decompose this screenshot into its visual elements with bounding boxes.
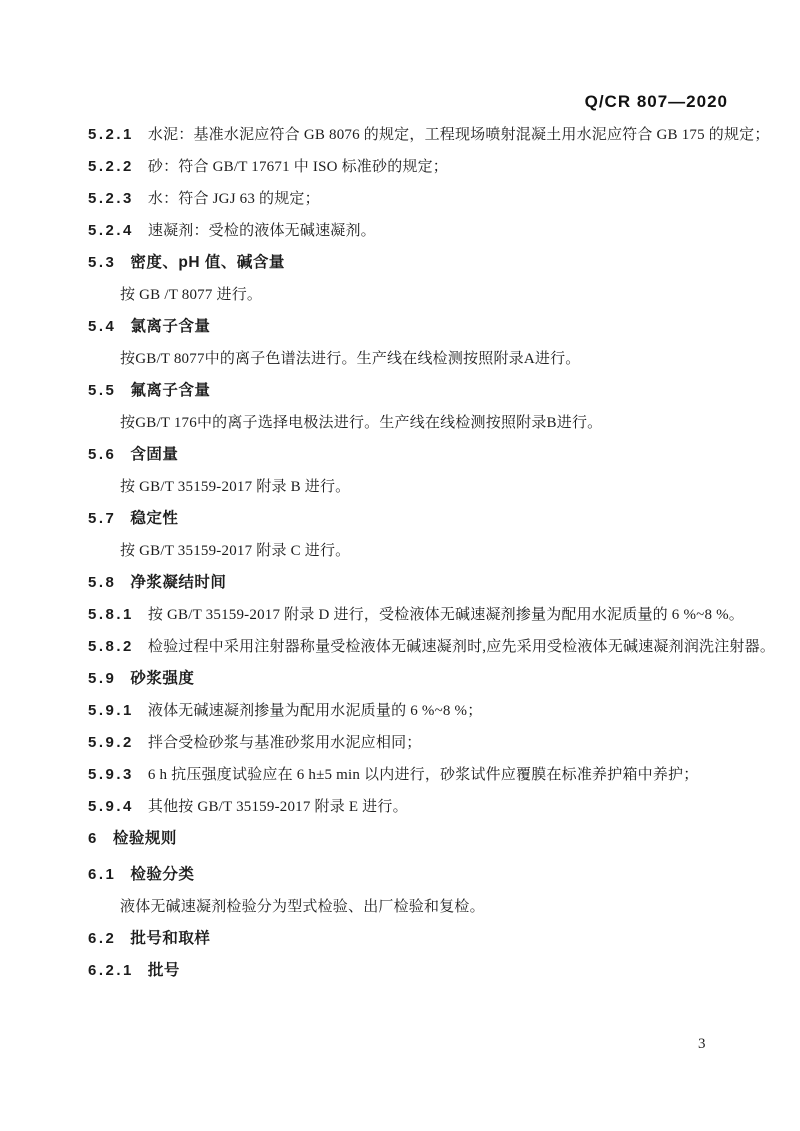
document-body [88, 126, 776, 994]
clause-row [88, 222, 744, 240]
clause-number: 5.9 [88, 670, 117, 687]
clause-text: 按 GB/T 35159-2017 附录 D 进行，受检液体无碱速凝剂掺量为配用水泥质量的 6 %~8 %。 [147, 607, 745, 623]
body-row [88, 414, 744, 432]
clause-number: 5.8.1 [88, 606, 134, 623]
clause-text: 按GB/T 8077中的离子色谱法进行。生产线在线检测按照附录A进行。 [120, 351, 581, 367]
clause-row [88, 606, 744, 624]
clause-text: 砂：符合 GB/T 17671 中 ISO 标准砂的规定； [147, 159, 448, 175]
clause-text: 按 GB /T 8077 进行。 [120, 287, 263, 303]
clause-row [88, 126, 770, 144]
page-number: 3 [698, 1036, 706, 1052]
clause-text: 拌合受检砂浆与基准砂浆用水泥应相同； [147, 735, 422, 751]
clause-number: 5.9.1 [88, 702, 134, 719]
clause-text: 速凝剂：受检的液体无碱速凝剂。 [147, 223, 376, 239]
clause-text: 氟离子含量 [130, 382, 211, 399]
clause-row [88, 766, 744, 784]
heading-row [88, 866, 744, 884]
heading-row [88, 254, 744, 272]
clause-row [88, 702, 744, 720]
clause-row [88, 158, 744, 176]
clause-text: 砂浆强度 [130, 670, 195, 687]
clause-text: 含固量 [130, 446, 179, 463]
clause-text: 水：符合 JGJ 63 的规定； [147, 191, 320, 207]
clause-row [88, 638, 776, 656]
clause-text: 密度、pH 值、碱含量 [130, 254, 285, 271]
clause-text: 液体无碱速凝剂掺量为配用水泥质量的 6 %~8 %； [147, 703, 483, 719]
clause-number: 6.2.1 [88, 962, 134, 979]
clause-text: 净浆凝结时间 [130, 574, 227, 591]
clause-number: 5.6 [88, 446, 117, 463]
body-row [88, 478, 744, 496]
heading-row [88, 318, 744, 336]
clause-number: 5.8.2 [88, 638, 134, 655]
running-header-standard-number: Q/CR 807—2020 [584, 92, 728, 111]
body-row [88, 286, 744, 304]
clause-text: 检验规则 [112, 830, 177, 847]
clause-number: 5.4 [88, 318, 117, 335]
clause-text: 其他按 GB/T 35159-2017 附录 E 进行。 [147, 799, 408, 815]
heading-row [88, 510, 744, 528]
heading-row [88, 930, 744, 948]
clause-text: 批号 [147, 962, 180, 979]
clause-row [88, 734, 744, 752]
chapter-row [88, 830, 744, 848]
clause-number: 6.2 [88, 930, 117, 947]
clause-number: 6 [88, 830, 99, 847]
body-row [88, 350, 744, 368]
heading-row [88, 382, 744, 400]
clause-text: 水泥：基准水泥应符合 GB 8076 的规定，工程现场喷射混凝土用水泥应符合 GB 175 的规定； [147, 127, 770, 143]
clause-number: 5.9.2 [88, 734, 134, 751]
heading-row [88, 574, 744, 592]
heading-row [88, 446, 744, 464]
heading-row [88, 670, 744, 688]
clause-number: 5.5 [88, 382, 117, 399]
body-row [88, 542, 744, 560]
clause-number: 5.2.2 [88, 158, 134, 175]
clause-text: 批号和取样 [130, 930, 211, 947]
clause-number: 5.2.1 [88, 126, 134, 143]
clause-number: 5.7 [88, 510, 117, 527]
clause-number: 5.9.4 [88, 798, 134, 815]
clause-number: 5.2.4 [88, 222, 134, 239]
clause-text: 按 GB/T 35159-2017 附录 C 进行。 [120, 543, 351, 559]
clause-text: 氯离子含量 [130, 318, 211, 335]
clause-text: 6 h 抗压强度试验应在 6 h±5 min 以内进行，砂浆试件应覆膜在标准养护箱中养护； [147, 767, 699, 783]
body-row [88, 898, 744, 916]
clause-row [88, 798, 744, 816]
clause-text: 检验分类 [130, 866, 195, 883]
clause-row [88, 190, 744, 208]
clause-text: 按 GB/T 35159-2017 附录 B 进行。 [120, 479, 351, 495]
clause-text: 稳定性 [130, 510, 179, 527]
clause-number: 6.1 [88, 866, 117, 883]
heading3-row [88, 962, 744, 980]
clause-number: 5.3 [88, 254, 117, 271]
clause-number: 5.8 [88, 574, 117, 591]
clause-text: 按GB/T 176中的离子选择电极法进行。生产线在线检测按照附录B进行。 [120, 415, 603, 431]
clause-text: 液体无碱速凝剂检验分为型式检验、出厂检验和复检。 [120, 899, 485, 915]
clause-text: 检验过程中采用注射器称量受检液体无碱速凝剂时,应先采用受检液体无碱速凝剂润洗注射器。 [147, 639, 776, 655]
clause-number: 5.2.3 [88, 190, 134, 207]
clause-number: 5.9.3 [88, 766, 134, 783]
